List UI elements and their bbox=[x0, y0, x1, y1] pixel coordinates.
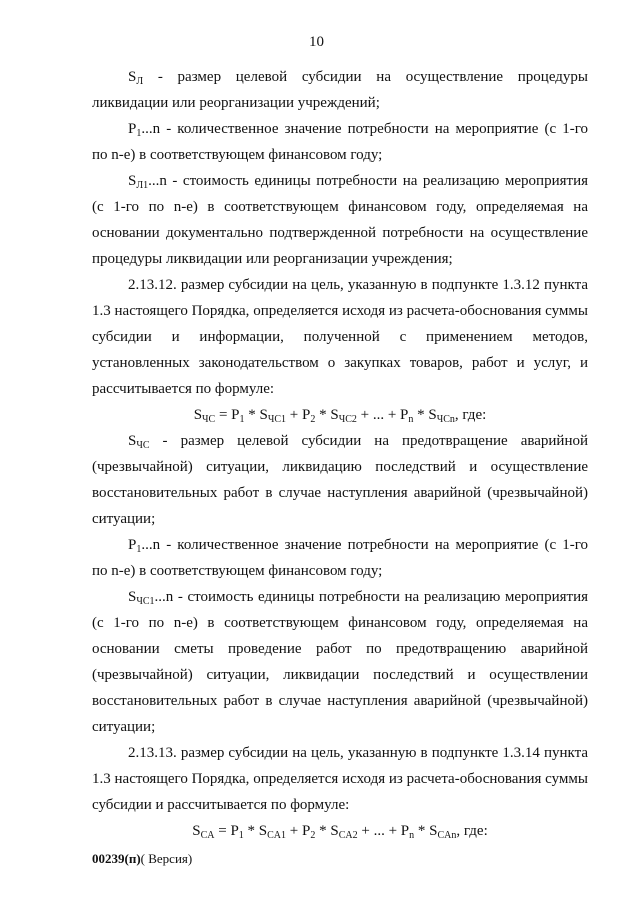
term-symbol: S bbox=[128, 589, 137, 605]
paragraph-schs1-definition bbox=[92, 584, 588, 740]
page-number: 10 bbox=[309, 34, 324, 50]
term-description: - размер целевой субсидии на осуществление процедуры ликвидации или реорганизации учреждений; bbox=[92, 69, 588, 111]
paragraph-sl-definition bbox=[92, 64, 588, 116]
term-subscript: Л bbox=[136, 76, 144, 87]
term-symbol: S bbox=[128, 173, 137, 189]
term-symbol: S bbox=[128, 69, 137, 85]
term-subscript: Л1 bbox=[136, 180, 149, 191]
term-description: ...n - количественное значение потребности на мероприятие (с 1-го по n-е) в соответствующем финансовом году; bbox=[92, 537, 588, 579]
paragraph-clause-2-13-13 bbox=[92, 740, 588, 818]
paragraph-p-definition-2 bbox=[92, 532, 588, 584]
clause-text: 2.13.13. размер субсидии на цель, указанную в подпункте 1.3.14 пункта 1.3 настоящего Порядка, определяется исходя из расчета-обоснования суммы субсидии и рассчитывается по формуле: bbox=[92, 745, 588, 813]
term-subscript: ЧС bbox=[136, 440, 150, 451]
document-footer bbox=[92, 851, 192, 867]
term-description: - размер целевой субсидии на предотвращение аварийной (чрезвычайной) ситуации, ликвидацию последствий и осуществление восстановительных работ в случае наступления аварийной (чрезвычайной) ситуации; bbox=[92, 433, 588, 527]
term-symbol: S bbox=[128, 433, 137, 449]
term-symbol: P bbox=[128, 121, 137, 137]
document-body bbox=[92, 64, 588, 844]
formula-emergency: $S_{ЧС} = P_1 * S_{ЧС1} + P_2 * S_{ЧС2}$ + ... + $P_n * S_{ЧСn}$, где: bbox=[193, 407, 487, 425]
formula-ca: $S_{CA} = P_1 * S_{CA1} + P_2 * S_{CA2}$ + ... + $P_n * S_{CAn}$, где: bbox=[192, 823, 488, 841]
paragraph-sl1-definition bbox=[92, 168, 588, 272]
term-description: ...n - количественное значение потребности на мероприятие (с 1-го по n-е) в соответствующем финансовом году; bbox=[92, 121, 588, 163]
term-subscript: 1 bbox=[136, 128, 142, 139]
paragraph-p-definition bbox=[92, 116, 588, 168]
term-subscript: 1 bbox=[136, 544, 142, 555]
term-description: ...n - стоимость единицы потребности на реализацию мероприятия (с 1-го по n-е) в соответствующем финансовом году, определяемая на основании сметы проведение работ по предотвращению аварийной (чрезвычайной) ситуации, ликвидации последствий и осуществлении восстановительных работ в случае наступления аварийной (чрезвычайной) ситуации; bbox=[92, 589, 588, 735]
paragraph-clause-2-13-12 bbox=[92, 272, 588, 402]
clause-text: 2.13.12. размер субсидии на цель, указанную в подпункте 1.3.12 пункта 1.3 настоящего Порядка, определяется исходя из расчета-обоснования суммы субсидии и информации, полученной с применением методов, установленных законодательством о закупках товаров, работ и услуг, и рассчитывается по формуле: bbox=[92, 277, 588, 397]
paragraph-schs-definition bbox=[92, 428, 588, 532]
document-code: 00239(п) bbox=[92, 851, 141, 866]
document-version: ( Версия) bbox=[140, 851, 193, 866]
term-subscript: ЧС1 bbox=[136, 596, 155, 607]
term-description: ...n - стоимость единицы потребности на реализацию мероприятия (с 1-го по n-е) в соответствующем финансовом году, определяемая на основании документально подтвержденной потребности на осуществление процедуры ликвидации или реорганизации учреждения; bbox=[92, 173, 588, 267]
term-symbol: P bbox=[128, 537, 137, 553]
